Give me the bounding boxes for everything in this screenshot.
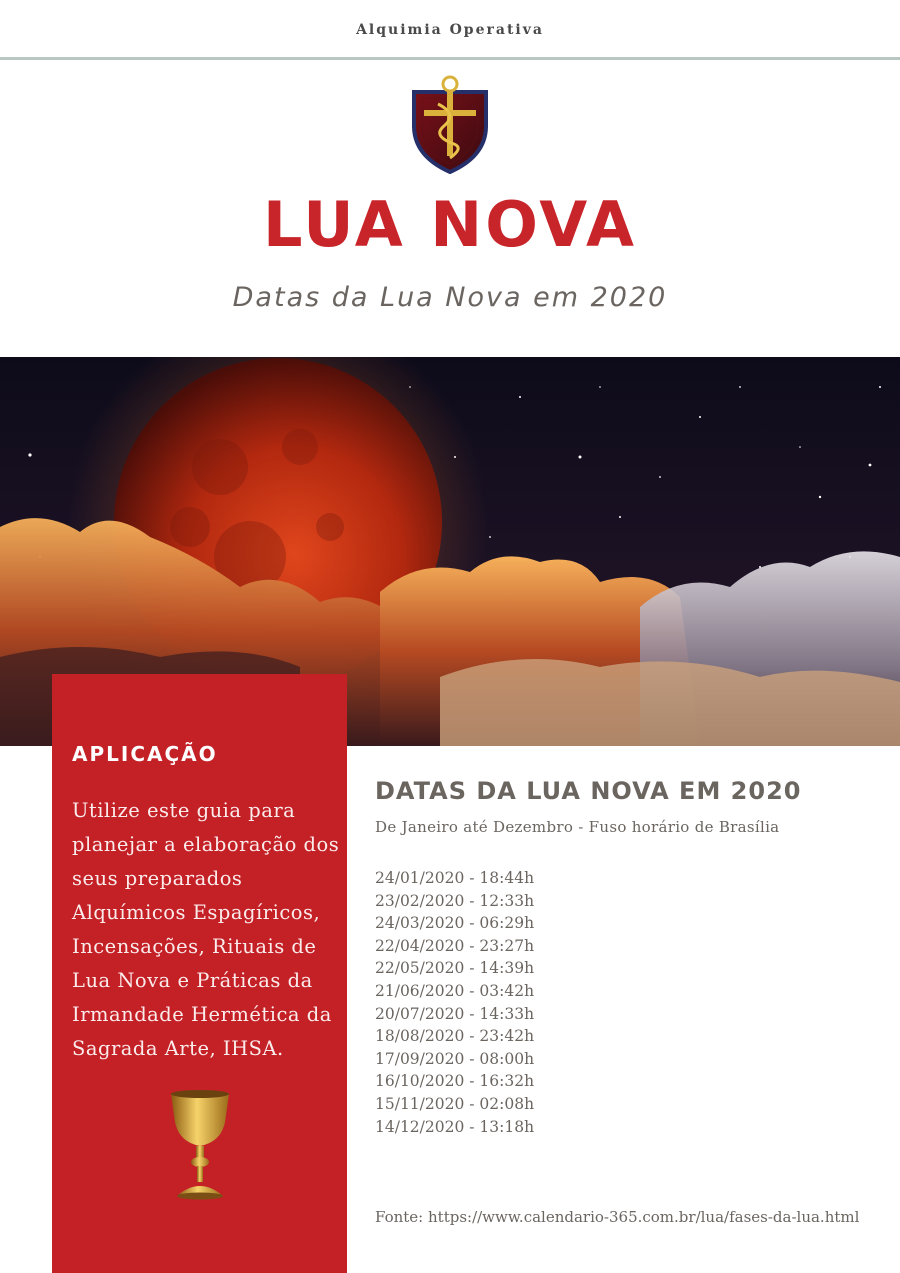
list-item: 22/04/2020 - 23:27h [375, 936, 535, 955]
page-subtitle: Datas da Lua Nova em 2020 [232, 282, 668, 313]
header-divider [0, 57, 900, 60]
list-item: 22/05/2020 - 14:39h [375, 959, 535, 978]
list-item: 16/10/2020 - 16:32h [375, 1072, 535, 1091]
list-item: 24/01/2020 - 18:44h [375, 869, 535, 887]
list-item: 14/12/2020 - 13:18h [375, 1117, 535, 1136]
application-panel [52, 674, 347, 1273]
dates-subheading: De Janeiro até Dezembro - Fuso horário de Brasília [375, 818, 780, 836]
list-item: 15/11/2020 - 02:08h [375, 1094, 535, 1113]
panel-description: Utilize este guia para planejar a elaboração dos seus preparados Alquímicos Espagíricos, Incensações, Rituais de Lua Nova e Práticas da Irmandade Hermética da Sagrada Arte, IHSA. [72, 799, 340, 1060]
new-moon-dates-list [375, 867, 534, 1138]
chalice-icon [165, 1088, 235, 1200]
list-item: 21/06/2020 - 03:42h [375, 981, 535, 1000]
crest-logo-icon [408, 74, 492, 174]
list-item: 24/03/2020 - 06:29h [375, 914, 535, 933]
panel-heading: APLICAÇÃO [72, 742, 218, 766]
list-item: 18/08/2020 - 23:42h [375, 1027, 535, 1046]
dates-heading: DATAS DA LUA NOVA EM 2020 [375, 777, 802, 805]
source-citation: Fonte: https://www.calendario-365.com.br/lua/fases-da-lua.html [375, 1208, 860, 1226]
brand-label: Alquimia Operativa [356, 22, 544, 38]
list-item: 20/07/2020 - 14:33h [375, 1004, 535, 1023]
list-item: 23/02/2020 - 12:33h [375, 891, 535, 910]
page-title: LUA NOVA [263, 188, 637, 261]
list-item: 17/09/2020 - 08:00h [375, 1049, 535, 1068]
